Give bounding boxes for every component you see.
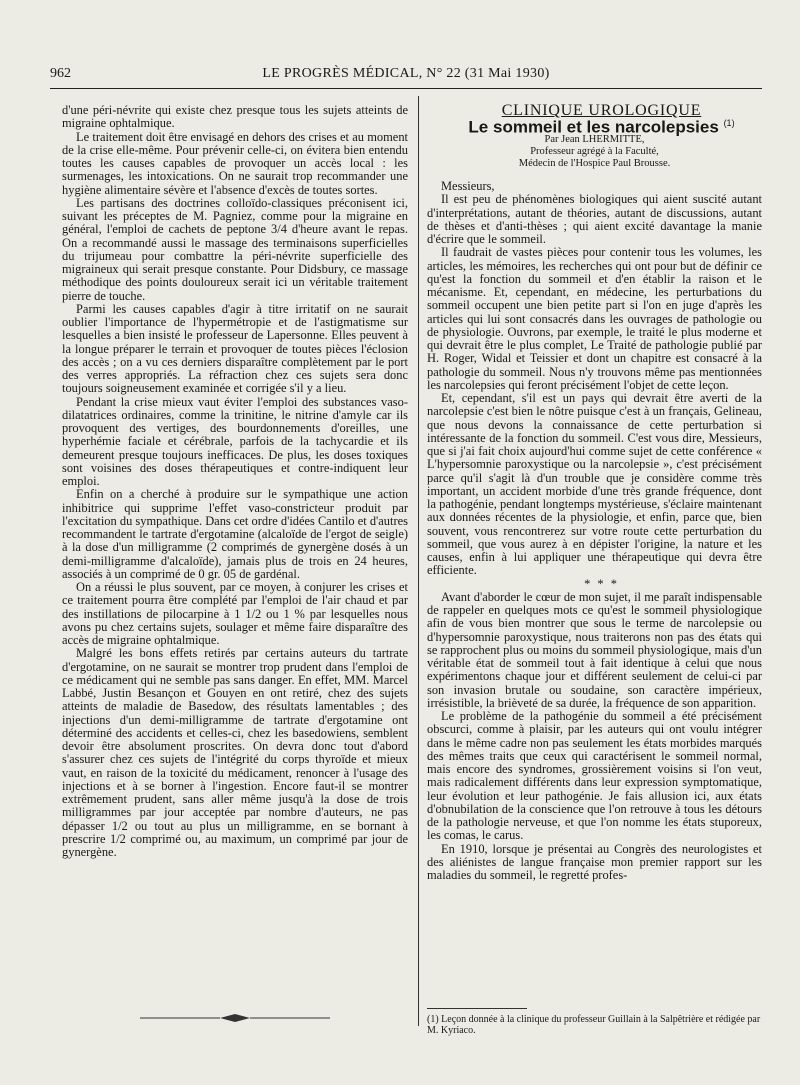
paragraph: d'une péri-névrite qui existe chez presque tous les sujets atteints de migraine ophtalmique. <box>62 103 408 131</box>
paragraph: Pendant la crise mieux vaut éviter l'emploi des substances vaso-dilatatrices ordinaires, comme la trinitine, le nitrine d'amyle car ils provoquent des vertiges, des bourdonnements d'oreilles, une hyperhémie faciale et cérébrale, parfois de la tachycardie et ils demeurent presque toujours inefficaces. De plus, les doses toxiques sont voisines des doses thérapeutiques et contre-indiquent leur emploi. <box>62 394 408 488</box>
section-separator: * * * <box>584 576 619 591</box>
paragraph: Le problème de la pathogénie du sommeil a été précisément obscurci, comme à plaisir, par les auteurs qui ont voulu intégrer dans le même cadre non pas seulement les états morbides marqués des mêmes traits que ceux qui caractérisent le sommeil normal, mais encore des syndromes, grossièrement voisins si l'on veut, mais radicalement différents dans leur expression symptomatique, leur évolution et leur pathogénie. Je fais allusion ici, aux états d'obnubilation de la conscience que l'on retrouve à tous les détours de la pathologie nerveuse, et que l'on nomme les états stuporeux, les comas, le carus. <box>427 709 762 843</box>
footnote-rule <box>427 1008 527 1009</box>
footnote-marker: (1) <box>723 118 735 129</box>
salutation: Messieurs, <box>441 179 495 194</box>
article-title: Le sommeil et les narcolepsies <box>468 117 719 137</box>
paragraph: Parmi les causes capables d'agir à titre irritatif on ne saurait oublier l'importance de l'hypermétropie et de l'astigmatisme sur lesquelles a bien insisté le professeur de Lapersonne. Elles peuvent à la longue préparer le terrain et provoquer de toutes pièces l'éclosion des accès ; on a vu ces derniers disparaître complètement par le port des verres appropriés. La réfraction chez ces sujets sera donc toujours soigneusement examinée et corrigée s'il y a lieu. <box>62 301 408 396</box>
left-column <box>62 104 408 859</box>
affiliation: Professeur agrégé à la Faculté, <box>530 146 659 158</box>
journal-title: LE PROGRÈS MÉDICAL, N° 22 (31 Mai 1930) <box>262 66 550 81</box>
byline: Par Jean LHERMITTE, <box>544 134 645 146</box>
paragraph: Le traitement doit être envisagé en dehors des crises et au moment de la crise elle-même. Pour prévenir celle-ci, on évitera bien entendu toutes les causes capables de provoquer un accès local : les surmenages, les intoxications. On ne saurait trop recommander une hygiène alimentaire sévère et l'absence d'excès de toutes sortes. <box>62 129 408 197</box>
paragraph: Enfin on a cherché à produire sur le sympathique une action inhibitrice qui supprime l'effet vaso-constricteur produit par l'excitation du sympathique. Dans cet ordre d'idées Cantilo et d'autres recommandent le tartrate d'ergotamine (alcaloïde de l'ergot de seigle) à la dose d'un milligramme (2 comprimés de gynergène dosés à un demi-milligramme d'alcaloïde), jamais plus de trois en 24 heures, associés à un comprimé de 0 gr. 05 de gardénal. <box>62 487 408 581</box>
page-number: 962 <box>50 66 71 81</box>
paragraph: Il faudrait de vastes pièces pour contenir tous les volumes, les articles, les mémoires, les recherches qui ont pour but de définir ce qu'est la fonction du sommeil et d'en établir la raison et le mécanisme. Et, cependant, en médecine, les perturbations du sommeil occupent une bien petite part si l'on en juge d'après les articles qui lui sont consacrés dans les ouvrages de pathologie ou de physiologie. Ouvrons, par exemple, le traité le plus moderne et qui devrait être le plus complet, Le Traité de pathologie publié par H. Roger, Widal et Teissier et dont un chapitre est consacré à la pathologie du sommeil. Nous n'y trouvons même pas mentionnées les narcolepsies qui feront précisément l'objet de cette leçon. <box>427 245 762 392</box>
paragraph: En 1910, lorsque je présentai au Congrès des neurologistes et des aliénistes de langue française mon premier rapport sur les maladies du sommeil, le regretté profes- <box>427 841 762 883</box>
article-title-line <box>427 117 762 137</box>
affiliation: Médecin de l'Hospice Paul Brousse. <box>518 158 671 170</box>
section-title: CLINIQUE UROLOGIQUE <box>501 102 702 119</box>
paragraph: Malgré les bons effets retirés par certains auteurs du tartrate d'ergotamine, on ne saurait se montrer trop prudent dans l'emploi de ce médicament qui ne semble pas sans danger. En effet, MM. Marcel Labbé, Justin Besançon et Gouyen en ont retiré, chez des sujets atteints de maladie de Basedow, des résultats lamentables ; des injections d'un demi-milligramme de tartrate d'ergotamine ont déterminé des accidents et celles-ci, chez les basedowiens, semblent devoir être absolument proscrites. On devra donc tout d'abord s'assurer chez ces sujets de l'intégrité du corps thyroïde et mieux vaut, en raison de la toxicité du médicament, renoncer à l'usage des injections et à se borner à l'ingestion. Encore faut-il se montrer extrêmement prudent, sans aller même jusqu'à la dose de trois milligrammes par jour acceptée par nombre d'auteurs, ne pas dépasser 1/2 ou tout au plus un milligramme, en se bornant à prescrire 1/2 comprimé ou, au maximum, un comprimé par jour de gynergène. <box>62 646 408 859</box>
running-header <box>50 66 762 86</box>
paragraph: On a réussi le plus souvent, par ce moyen, à conjurer les crises et ce traitement pourra être complété par l'emploi de l'air chaud et par des instillations de pilocarpine à 1 1/2 ou 1 % par lesquelles nous avons pu chez certains sujets, soulager et même faire disparaître des accès de migraine ophtalmique. <box>62 580 408 647</box>
end-ornament <box>140 1013 330 1023</box>
paragraph: Avant d'aborder le cœur de mon sujet, il me paraît indispensable de rappeler en quelques mots ce qu'est le sommeil physiologique afin de vous bien montrer que sous le terme de narcolepsie ou d'hypersomnie paroxystique, nous traiterons non pas des états qui se rapprochent plus ou moins du sommeil physiologique, mais d'un véritable état de sommeil tout à fait identique à celui que nous expérimentons chaque jour et différent seulement de celui-ci par son invasion brutale ou soudaine, son caractère impérieux, irrésistible, la brièveté de sa durée, la fréquence de son apparition. <box>427 589 762 710</box>
paragraph: Et, cependant, s'il est un pays qui devrait être averti de la narcolepsie c'est bien le nôtre puisque c'est à un français, Gelineau, que nous devons la connaissance de cette perturbation si intéressante de la fonction du sommeil. C'est vous dire, Messieurs, que si j'ai fait choix aujourd'hui comme sujet de cette conférence « L'hypersomnie paroxystique ou la narcolepsie », c'est précisément parce qu'il s'agit là d'un trouble que je considère comme très important, un accident morbide d'une très grande fréquence, dont la pathogénie, pendant longtemps mystérieuse, s'éclaire maintenant aux données récentes de la physiologie, et enfin, parce que, bien souvent, vous rencontrerez sur votre route cette perturbation du sommeil, que vous aurez à en dépister l'origine, la nature et les causes, enfin à lui appliquer une thérapeutique qui devra être efficiente. <box>427 391 762 578</box>
paragraph: Il est peu de phénomènes biologiques qui aient suscité autant d'interprétations, autant de théories, autant de discussions, autant de thèses et d'anti-thèses ; qui aient excité davantage la manie d'écrire que le sommeil. <box>427 192 762 247</box>
right-column <box>427 104 762 882</box>
byline-block <box>427 134 762 170</box>
section-heading <box>427 104 762 117</box>
header-rule <box>50 88 762 89</box>
paragraph: Les partisans des doctrines colloïdo-classiques préconisent ici, suivant les préceptes de M. Pagniez, comme pour la migraine en général, l'emploi de cachets de peptone 3/4 d'heure avant le repas. On a recommandé aussi le massage des terminaisons superficielles du trijumeau pour combattre la péri-névrite superficielle des migraineux qui serait presque constante. Pour Didsbury, ce massage méthodique des points douloureux serait ici un véritable traitement pierre de touche. <box>62 195 408 303</box>
column-divider <box>418 96 419 1026</box>
footnote: (1) Leçon donnée à la clinique du professeur Guillain à la Salpêtrière et rédigée par M. Kyriaco. <box>427 1014 761 1036</box>
